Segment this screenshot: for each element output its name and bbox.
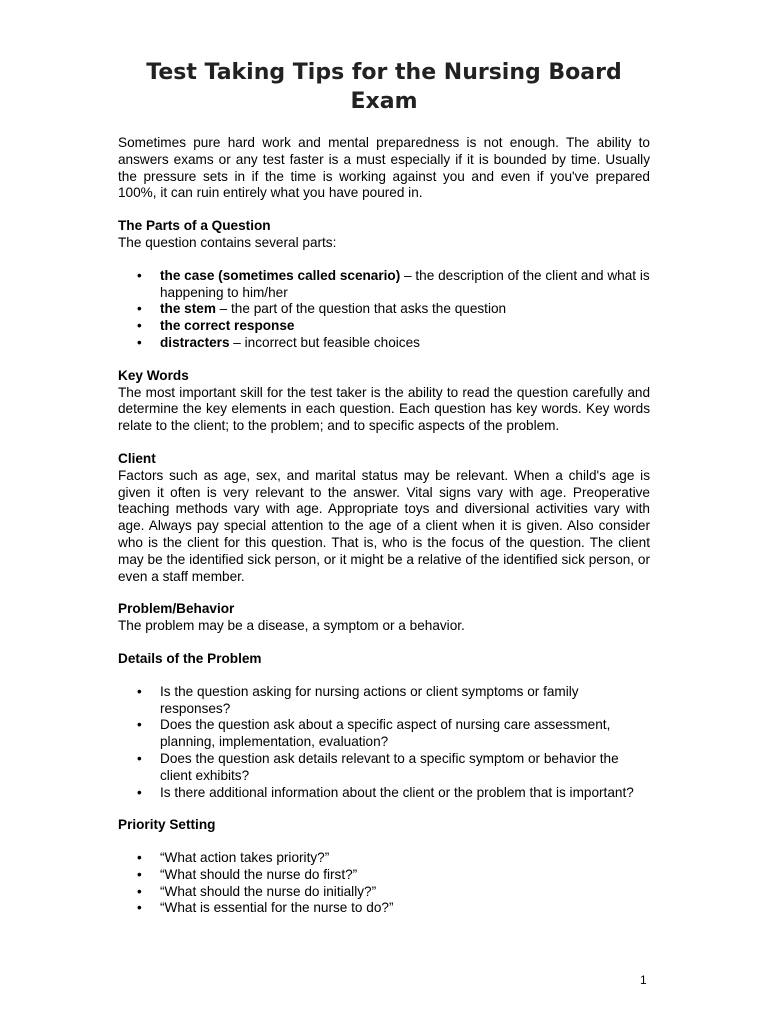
list-item: • Is there additional information about the client or the problem that is important? [160, 785, 650, 802]
list-item [160, 318, 650, 335]
section-heading: The Parts of a Question [118, 218, 271, 234]
term: the correct response [160, 318, 295, 334]
priority-list [118, 850, 650, 917]
section-body: The problem may be a disease, a symptom or a behavior. [118, 618, 465, 634]
list-item: • Does the question ask about a specific aspect of nursing care assessment, planning, implementation, evaluation? [160, 717, 650, 751]
section-client [118, 451, 650, 585]
details-list [118, 684, 650, 802]
section-heading: Key Words [118, 367, 189, 383]
document-title: Test Taking Tips for the Nursing Board Exam [146, 60, 622, 114]
section-heading: Details of the Problem [118, 650, 262, 666]
section-body: The most important skill for the test taker is the ability to read the question carefully and determine the key elements in each question. Each question has key words. Key words relate to the client; to the problem; and to specific aspects of the problem. [118, 384, 650, 434]
parts-list [118, 268, 650, 352]
definition: – incorrect but feasible choices [229, 334, 420, 350]
list-item [160, 301, 650, 318]
section-details-of-problem [118, 651, 650, 801]
document-page [118, 58, 650, 917]
section-parts-of-question [118, 218, 650, 352]
section-problem-behavior [118, 601, 650, 635]
intro-paragraph: Sometimes pure hard work and mental preparedness is not enough. The ability to answers exams or any test faster is a must especially if it is bounded by time. Usually the pressure sets in if the time is working against you and even if you've prepared 100%, it can ruin entirely what you have poured in. [118, 135, 650, 201]
definition: – the description of the client and what is happening to him/her [160, 267, 650, 300]
list-item: • “What should the nurse do initially?” [160, 884, 650, 901]
list-item: • Does the question ask details relevant to a specific symptom or behavior the client exhibits? [160, 751, 650, 785]
section-body: Factors such as age, sex, and marital status may be relevant. When a child's age is given it often is very relevant to the answer. Vital signs vary with age. Preoperative teaching methods vary with age. Appropriate toys and diversional activities vary with age. Always pay special attention to the age of a client when it is given. Also consider who is the client for this question. That is, who is the focus of the question. The client may be the identified sick person, or it might be a relative of the identified sick person, or even a staff member. [118, 467, 650, 584]
list-item: • “What action takes priority?” [160, 850, 650, 867]
term: the stem [160, 301, 216, 317]
section-priority-setting [118, 817, 650, 917]
page-number: 1 [640, 973, 647, 987]
term: the case (sometimes called scenario) [160, 267, 401, 283]
list-item [160, 335, 650, 352]
list-item: • Is the question asking for nursing actions or client symptoms or family responses? [160, 684, 650, 718]
section-lead: The question contains several parts: [118, 234, 337, 250]
list-item: • “What is essential for the nurse to do?” [160, 900, 650, 917]
definition: – the part of the question that asks the question [215, 301, 507, 317]
list-item [160, 268, 650, 302]
term: distracters [160, 334, 230, 350]
list-item: • “What should the nurse do first?” [160, 867, 650, 884]
section-heading: Client [118, 450, 156, 466]
section-heading: Priority Setting [118, 817, 216, 833]
section-heading: Problem/Behavior [118, 601, 235, 617]
section-key-words [118, 368, 650, 435]
